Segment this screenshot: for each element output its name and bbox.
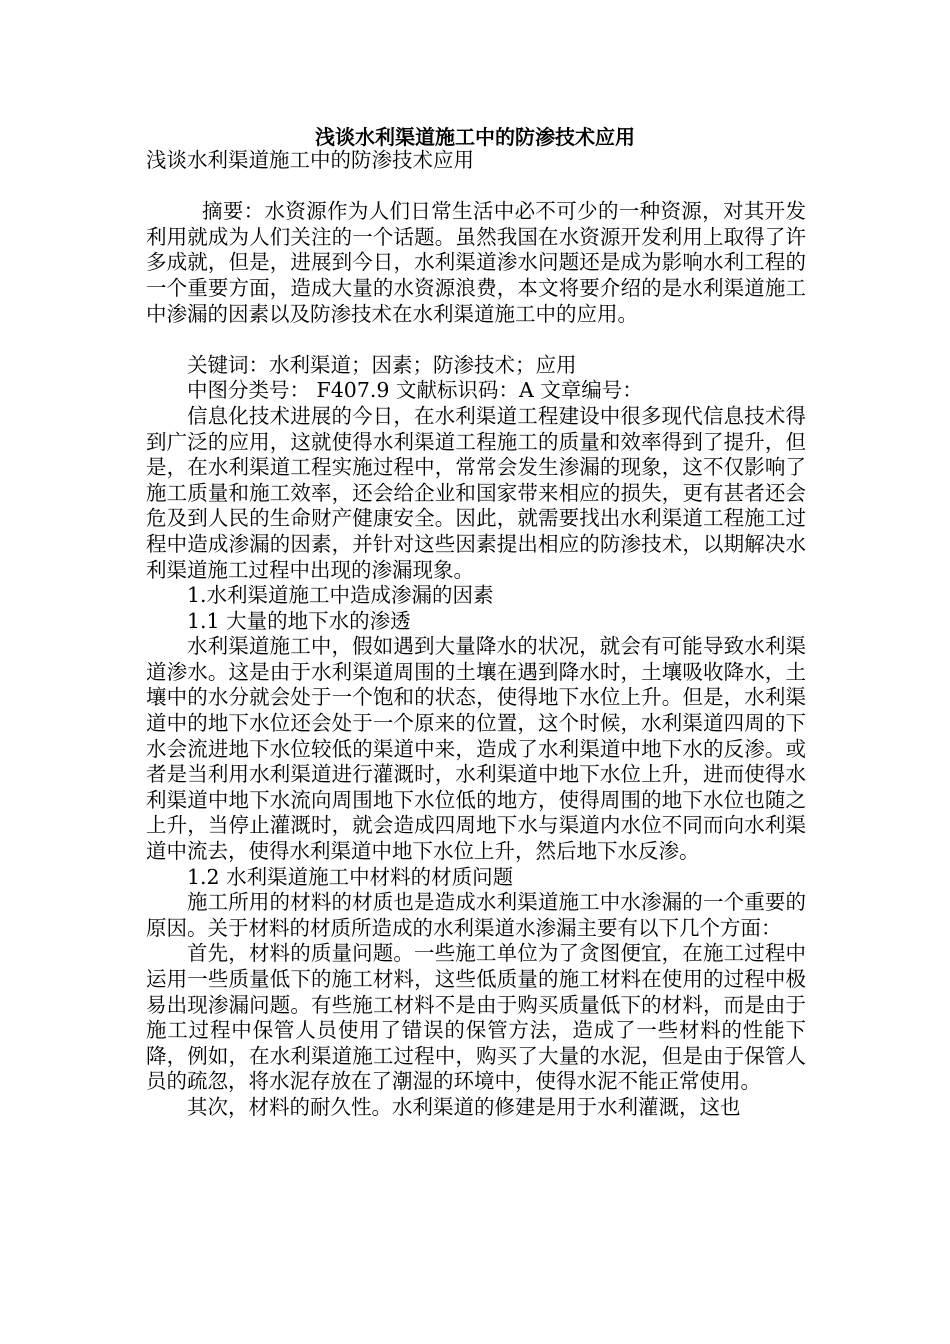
blank-line (146, 327, 806, 353)
document-body (146, 148, 806, 1121)
body-paragraph: 水利渠道施工中，假如遇到大量降水的状况，就会有可能导致水利渠道渗水。这是由于水利渠道周围的土壤在遇到降水时，土壤吸收降水，土壤中的水分就会处于一个饱和的状态，使得地下水位上升。但是，水利渠道中的地下水位还会处于一个原来的位置，这个时候，水利渠道四周的下水会流进地下水位较低的渠道中来，造成了水利渠道中地下水的反渗。或者是当利用水利渠道进行灌溉时，水利渠道中地下水位上升，进而使得水利渠道中地下水流向周围地下水位低的地方，使得周围的地下水位也随之上升，当停止灌溉时，就会造成四周地下水与渠道内水位不同而向水利渠道中流去，使得水利渠道中地下水位上升，然后地下水反渗。 (146, 634, 806, 864)
abstract-paragraph: 摘要：水资源作为人们日常生活中必不可少的一种资源，对其开发利用就成为人们关注的一个话题。虽然我国在水资源开发利用上取得了许多成就，但是，进展到今日，水利渠道渗水问题还是成为影响水利工程的一个重要方面，造成大量的水资源浪费，本文将要介绍的是水利渠道施工中渗漏的因素以及防渗技术在水利渠道施工中的应用。 (146, 199, 806, 326)
document-subtitle: 浅谈水利渠道施工中的防渗技术应用 (146, 148, 474, 172)
blank-line (146, 174, 806, 200)
body-paragraph: 施工所用的材料的材质也是造成水利渠道施工中水渗漏的一个重要的原因。关于材料的材质所造成的水利渠道水渗漏主要有以下几个方面： (146, 890, 806, 940)
document-title: 浅谈水利渠道施工中的防渗技术应用 (315, 125, 635, 149)
section-heading: 1.水利渠道施工中造成渗漏的因素 (187, 583, 494, 608)
classification-line: 中图分类号： F407.9 文献标识码：A 文章编号： (187, 378, 643, 403)
subsection-heading: 1.2 水利渠道施工中材料的材质问题 (187, 864, 514, 889)
subsection-heading: 1.1 大量的地下水的渗透 (187, 608, 411, 633)
body-paragraph: 首先，材料的质量问题。一些施工单位为了贪图便宜，在施工过程中运用一些质量低下的施工材料，这些低质量的施工材料在使用的过程中极易出现渗漏问题。有些施工材料不是由于购买质量低下的材料，而是由于施工过程中保管人员使用了错误的保管方法，造成了一些材料的性能下降，例如，在水利渠道施工过程中，购买了大量的水泥，但是由于保管人员的疏忽，将水泥存放在了潮湿的环境中，使得水泥不能正常使用。 (146, 941, 806, 1094)
keywords-line: 关键词：水利渠道；因素；防渗技术；应用 (187, 352, 577, 377)
intro-paragraph: 信息化技术进展的今日，在水利渠道工程建设中很多现代信息技术得到广泛的应用，这就使得水利渠道工程施工的质量和效率得到了提升，但是，在水利渠道工程实施过程中，常常会发生渗漏的现象，这不仅影响了施工质量和施工效率，还会给企业和国家带来相应的损失，更有甚者还会危及到人民的生命财产健康安全。因此，就需要找出水利渠道工程施工过程中造成渗漏的因素，并针对这些因素提出相应的防渗技术，以期解决水利渠道施工过程中出现的渗漏现象。 (146, 403, 806, 582)
body-paragraph: 其次，材料的耐久性。水利渠道的修建是用于水利灌溉，这也 (187, 1094, 741, 1119)
